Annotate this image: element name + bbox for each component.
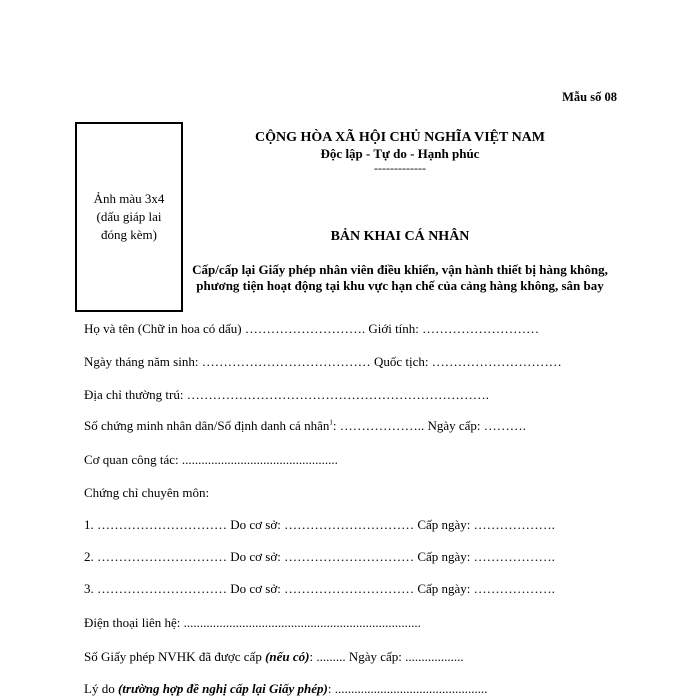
field-reason[interactable]	[84, 681, 487, 697]
cert-heading: Chứng chỉ chuyên môn:	[84, 485, 210, 500]
national-header	[185, 129, 615, 174]
field-full-name[interactable]: Họ và tên (Chữ in hoa có dấu) ………………………. Giới tính: ………………………	[84, 321, 540, 336]
reason-blanks: : ...............................................	[327, 681, 488, 696]
photo-caption-line-3: đóng kèm)	[101, 227, 157, 242]
field-certificate-3[interactable]: 3. ………………………… Do cơ sở: ………………………… Cấp ngày: ……………….	[84, 581, 555, 596]
field-permanent-address[interactable]: Địa chỉ thường trú: …………………………………………………………….	[84, 387, 489, 402]
field-id-number[interactable]	[84, 418, 526, 434]
republic-name: CỘNG HÒA XÃ HỘI CHỦ NGHĨA VIỆT NAM	[254, 130, 545, 145]
field-phone[interactable]: Điện thoại liên hệ: .........................................................................	[84, 615, 421, 630]
reason-note: (trường hợp đề nghị cấp lại Giấy phép)	[117, 681, 328, 696]
header-separator: -------------	[374, 161, 426, 175]
photo-caption-line-2: (dấu giáp lai	[96, 209, 162, 224]
field-id-label: Số chứng minh nhân dân/Số định danh cá nhân	[84, 418, 330, 433]
field-id-blanks: : ……………….. Ngày cấp: ……….	[332, 418, 527, 433]
document-subtitle: Cấp/cấp lại Giấy phép nhân viên điều khiển, vận hành thiết bị hàng không, phương tiện hoạt động tại khu vực hạn chế của cảng hàng không, sân bay	[192, 262, 608, 293]
license-label: Số Giấy phép NVHK đã được cấp	[84, 649, 266, 664]
footnote-marker: 1	[329, 418, 333, 427]
form-code: Mẫu số 08	[562, 90, 617, 104]
license-note: (nếu có)	[265, 649, 310, 664]
photo-placeholder	[75, 122, 183, 312]
photo-caption-line-1: Ảnh màu 3x4	[93, 191, 165, 206]
reason-label: Lý do	[84, 681, 118, 696]
field-workplace[interactable]: Cơ quan công tác: ................................................	[84, 452, 338, 467]
field-license-number[interactable]	[84, 649, 464, 665]
license-blanks: : ......... Ngày cấp: ..................	[309, 649, 464, 664]
national-motto: Độc lập - Tự do - Hạnh phúc	[320, 146, 480, 161]
document-title: BẢN KHAI CÁ NHÂN	[330, 229, 470, 244]
field-certificate-2[interactable]: 2. ………………………… Do cơ sở: ………………………… Cấp ngày: ……………….	[84, 549, 555, 564]
field-certificate-1[interactable]: 1. ………………………… Do cơ sở: ………………………… Cấp ngày: ……………….	[84, 517, 555, 532]
photo-caption	[94, 190, 165, 244]
field-date-of-birth[interactable]: Ngày tháng năm sinh: ………………………………… Quốc tịch: …………………………	[84, 354, 562, 369]
